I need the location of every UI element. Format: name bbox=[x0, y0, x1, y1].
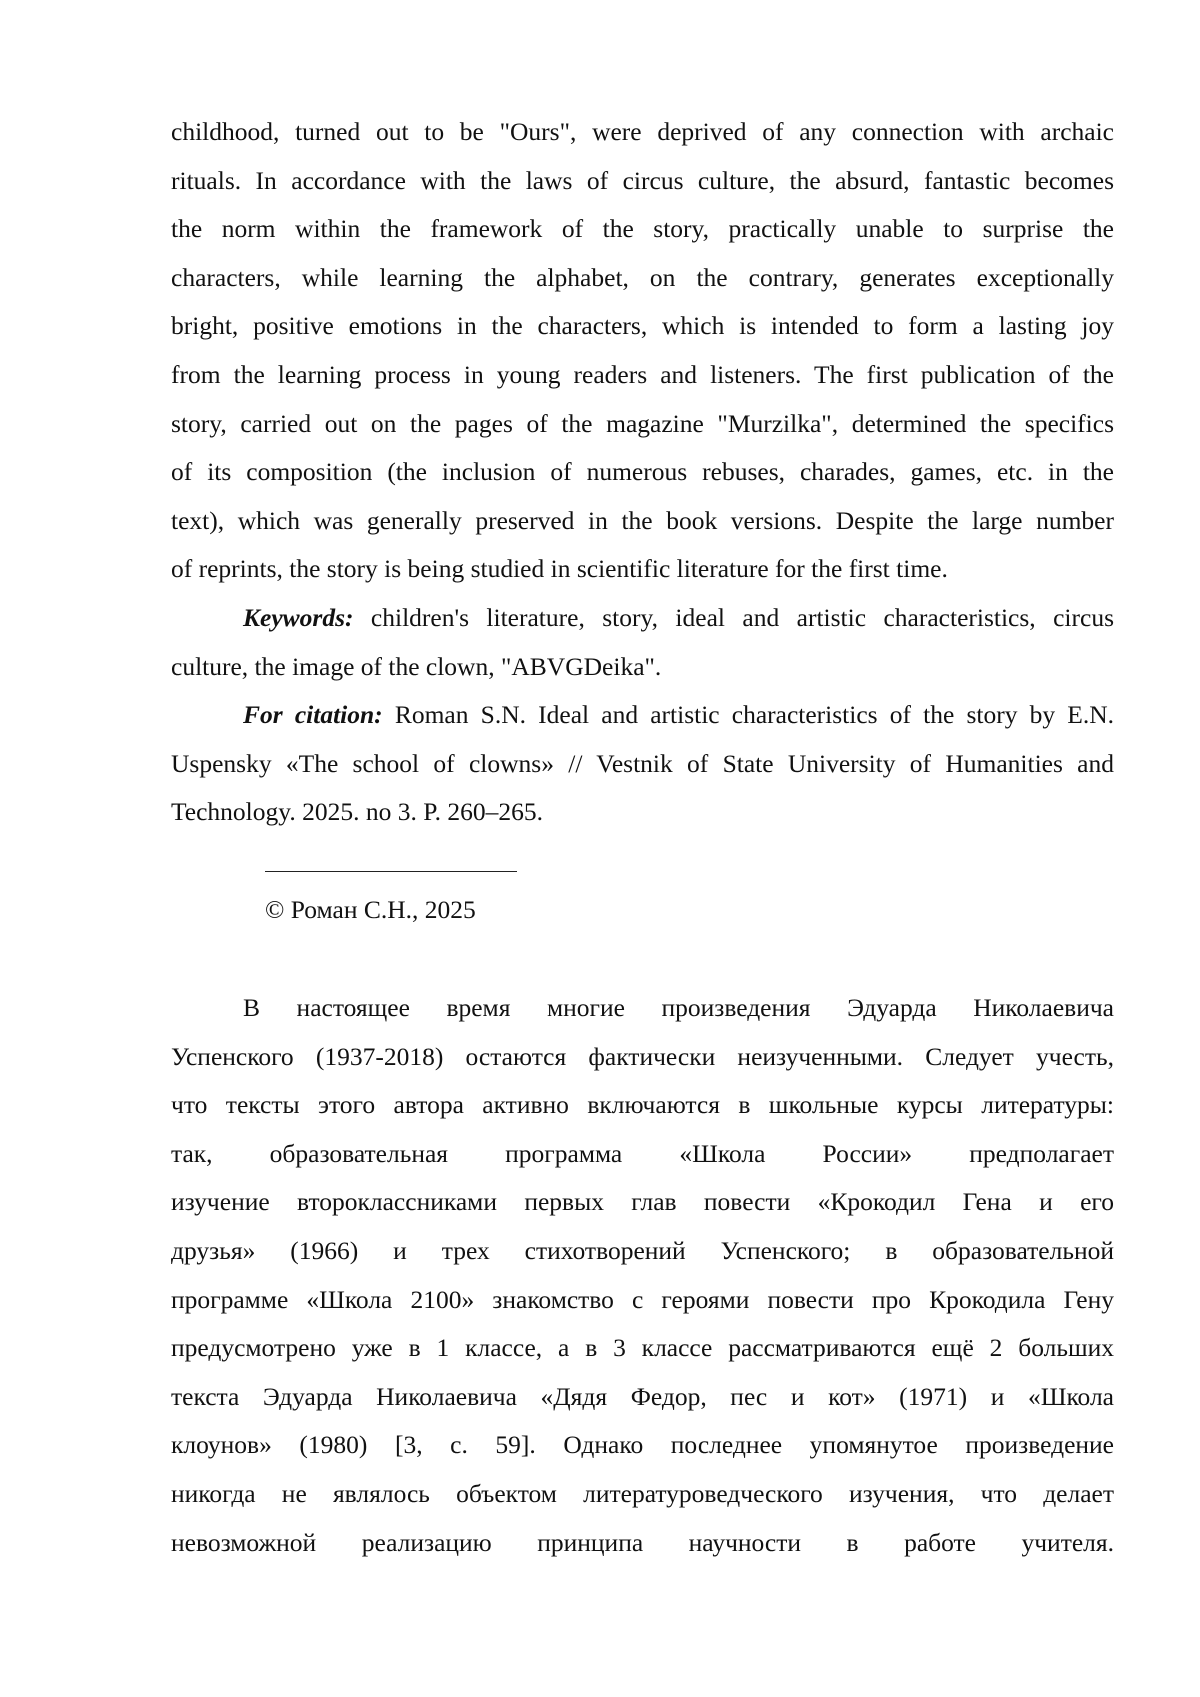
keywords-line bbox=[171, 594, 1114, 643]
text-line: предусмотрено уже в 1 классе, а в 3 классе рассматриваются ещё 2 больших bbox=[171, 1324, 1114, 1373]
text-line: from the learning process in young readers and listeners. The first publication of the bbox=[171, 351, 1114, 400]
text-line: так, образовательная программа «Школа России» предполагает bbox=[171, 1130, 1114, 1179]
text-line: текста Эдуарда Николаевича «Дядя Федор, пес и кот» (1971) и «Школа bbox=[171, 1373, 1114, 1422]
citation-label: For citation: bbox=[243, 700, 383, 729]
abstract-text bbox=[171, 108, 1114, 837]
text-line: of its composition (the inclusion of numerous rebuses, charades, games, etc. in the bbox=[171, 448, 1114, 497]
body-paragraph bbox=[171, 984, 1114, 1567]
text-line: text), which was generally preserved in the book versions. Despite the large number bbox=[171, 497, 1114, 546]
keywords-text: children's literature, story, ideal and artistic characteristics, circus bbox=[354, 603, 1115, 632]
text-line: the norm within the framework of the story, practically unable to surprise the bbox=[171, 205, 1114, 254]
text-line: программе «Школа 2100» знакомство с героями повести про Крокодила Гену bbox=[171, 1276, 1114, 1325]
text-line: Успенского (1937-2018) остаются фактически неизученными. Следует учесть, bbox=[171, 1033, 1114, 1082]
copyright-note: © Роман С.Н., 2025 bbox=[265, 886, 476, 934]
keywords-label: Keywords: bbox=[243, 603, 354, 632]
text-line: изучение второклассниками первых глав повести «Крокодил Гена и его bbox=[171, 1178, 1114, 1227]
citation-line bbox=[171, 691, 1114, 740]
text-line: story, carried out on the pages of the magazine "Murzilka", determined the specifics bbox=[171, 400, 1114, 449]
text-line: of reprints, the story is being studied in scientific literature for the first time. bbox=[171, 545, 1114, 594]
text-line: bright, positive emotions in the characters, which is intended to form a lasting joy bbox=[171, 302, 1114, 351]
text-line: что тексты этого автора активно включаются в школьные курсы литературы: bbox=[171, 1081, 1114, 1130]
text-line: клоунов» (1980) [3, с. 59]. Однако последнее упомянутое произведение bbox=[171, 1421, 1114, 1470]
citation-line: Technology. 2025. no 3. P. 260–265. bbox=[171, 788, 1114, 837]
text-line: В настоящее время многие произведения Эдуарда Николаевича bbox=[171, 984, 1114, 1033]
footnote-divider bbox=[265, 871, 517, 872]
text-line: никогда не являлось объектом литературоведческого изучения, что делает bbox=[171, 1470, 1114, 1519]
keywords-line: culture, the image of the clown, "ABVGDeika". bbox=[171, 643, 1114, 692]
text-line: друзья» (1966) и трех стихотворений Успенского; в образовательной bbox=[171, 1227, 1114, 1276]
text-line: childhood, turned out to be "Ours", were deprived of any connection with archaic bbox=[171, 108, 1114, 157]
text-line: rituals. In accordance with the laws of circus culture, the absurd, fantastic becomes bbox=[171, 157, 1114, 206]
text-line: characters, while learning the alphabet, on the contrary, generates exceptionally bbox=[171, 254, 1114, 303]
citation-line: Uspensky «The school of clowns» // Vestnik of State University of Humanities and bbox=[171, 740, 1114, 789]
citation-text: Roman S.N. Ideal and artistic characteristics of the story by E.N. bbox=[383, 700, 1114, 729]
text-line: невозможной реализацию принципа научности в работе учителя. bbox=[171, 1519, 1114, 1568]
